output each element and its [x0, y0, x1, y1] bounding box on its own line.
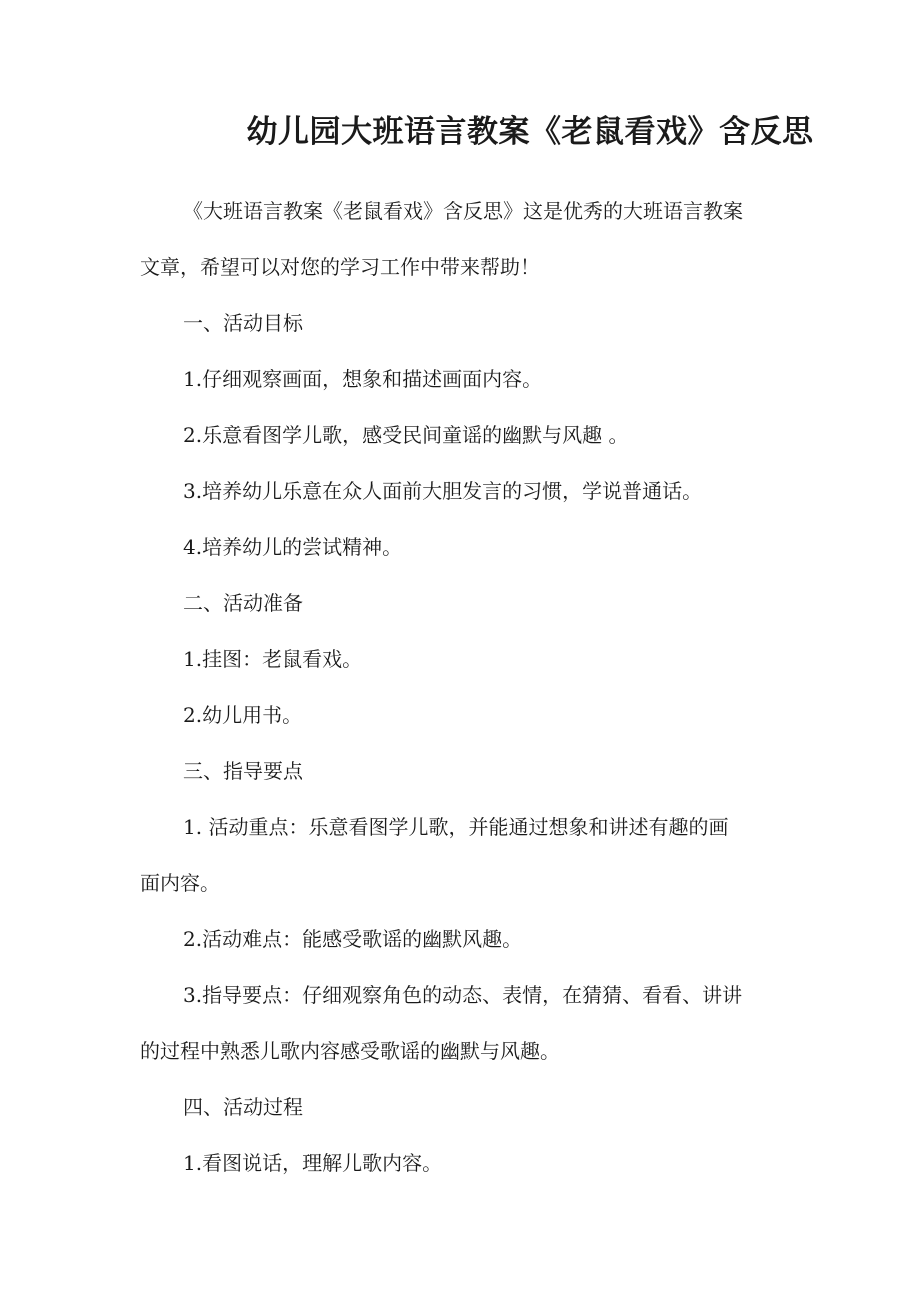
section-heading-process: 四、活动过程 — [183, 1095, 303, 1119]
intro-paragraph-line-1: 《大班语言教案《老鼠看戏》含反思》这是优秀的大班语言教案 — [183, 199, 743, 223]
goal-item-2: 2.乐意看图学儿歌，感受民间童谣的幽默与风趣 。 — [183, 423, 629, 447]
prep-item-2: 2.幼儿用书。 — [183, 703, 303, 727]
section-heading-guidance: 三、指导要点 — [183, 759, 303, 783]
guidance-item-2: 2.活动难点：能感受歌谣的幽默风趣。 — [183, 927, 523, 951]
section-heading-goals: 一、活动目标 — [183, 311, 303, 335]
prep-item-1: 1.挂图：老鼠看戏。 — [183, 647, 363, 671]
guidance-item-1-line-2: 面内容。 — [140, 871, 220, 895]
guidance-item-3-line-2: 的过程中熟悉儿歌内容感受歌谣的幽默与风趣。 — [140, 1039, 560, 1063]
process-item-1: 1.看图说话，理解儿歌内容。 — [183, 1151, 443, 1175]
guidance-item-1-line-1: 1. 活动重点：乐意看图学儿歌，并能通过想象和讲述有趣的画 — [183, 815, 729, 839]
goal-item-1: 1.仔细观察画面，想象和描述画面内容。 — [183, 367, 543, 391]
document-title: 幼儿园大班语言教案《老鼠看戏》含反思 — [246, 114, 814, 150]
intro-paragraph-line-2: 文章，希望可以对您的学习工作中带来帮助！ — [140, 255, 540, 279]
section-heading-preparation: 二、活动准备 — [183, 591, 303, 615]
guidance-item-3-line-1: 3.指导要点：仔细观察角色的动态、表情，在猜猜、看看、讲讲 — [183, 983, 743, 1007]
goal-item-3: 3.培养幼儿乐意在众人面前大胆发言的习惯，学说普通话。 — [183, 479, 703, 503]
goal-item-4: 4.培养幼儿的尝试精神。 — [183, 535, 403, 559]
